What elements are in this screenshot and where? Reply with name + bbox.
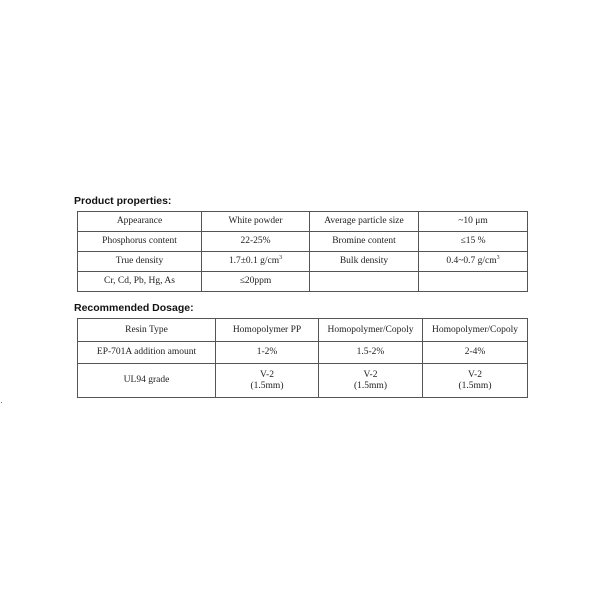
property-label: Cr, Cd, Pb, Hg, As [78, 272, 202, 292]
ul94-thickness: (1.5mm) [250, 380, 284, 391]
property-label: Phosphorus content [78, 232, 202, 252]
row-label: EP-701A addition amount [78, 342, 216, 364]
column-header: Homopolymer/Copoly [423, 319, 528, 342]
property-label: Bulk density [310, 252, 419, 272]
property-label: Appearance [78, 212, 202, 232]
empty-cell [310, 272, 419, 292]
property-label: True density [78, 252, 202, 272]
table-row [78, 272, 528, 292]
property-value: ~10 μm [419, 212, 528, 232]
unit-superscript: 3 [496, 254, 500, 261]
property-value [419, 252, 528, 272]
property-label: Average particle size [310, 212, 419, 232]
ul94-grade-cell [423, 364, 528, 398]
ul94-grade: V-2 [363, 369, 378, 380]
ul94-grade: V-2 [468, 369, 482, 380]
dosage-value: 1.5-2% [319, 342, 423, 364]
property-value [202, 252, 310, 272]
unit-superscript: 3 [279, 254, 283, 261]
table-row [78, 212, 528, 232]
column-header: Homopolymer/Copoly [319, 319, 423, 342]
property-value: 22-25% [202, 232, 310, 252]
ul94-grade-cell [216, 364, 319, 398]
table-row [78, 252, 528, 272]
recommended-dosage-heading: Recommended Dosage: [74, 302, 194, 314]
true-density-value: 1.7±0.1 g/cm [228, 256, 280, 266]
empty-cell [419, 272, 528, 292]
property-label: Bromine content [310, 232, 419, 252]
product-properties-table [77, 211, 528, 292]
property-value: ≤15 % [419, 232, 528, 252]
row-label: UL94 grade [78, 364, 216, 398]
property-value: White powder [202, 212, 310, 232]
table-row [78, 342, 528, 364]
table-header-row [78, 319, 528, 342]
dosage-value: 1-2% [216, 342, 319, 364]
product-properties-heading: Product properties: [74, 195, 172, 207]
dosage-value: 2-4% [423, 342, 528, 364]
margin-mark [1, 402, 2, 403]
recommended-dosage-table [77, 318, 528, 398]
table-row [78, 232, 528, 252]
column-header: Resin Type [78, 319, 216, 342]
ul94-thickness: (1.5mm) [458, 380, 492, 391]
table-row [78, 364, 528, 398]
bulk-density-value: 0.4~0.7 g/cm [446, 256, 497, 266]
ul94-grade-cell [319, 364, 423, 398]
column-header: Homopolymer PP [216, 319, 319, 342]
ul94-grade: V-2 [260, 369, 274, 380]
property-value: ≤20ppm [202, 272, 310, 292]
ul94-thickness: (1.5mm) [354, 380, 387, 391]
